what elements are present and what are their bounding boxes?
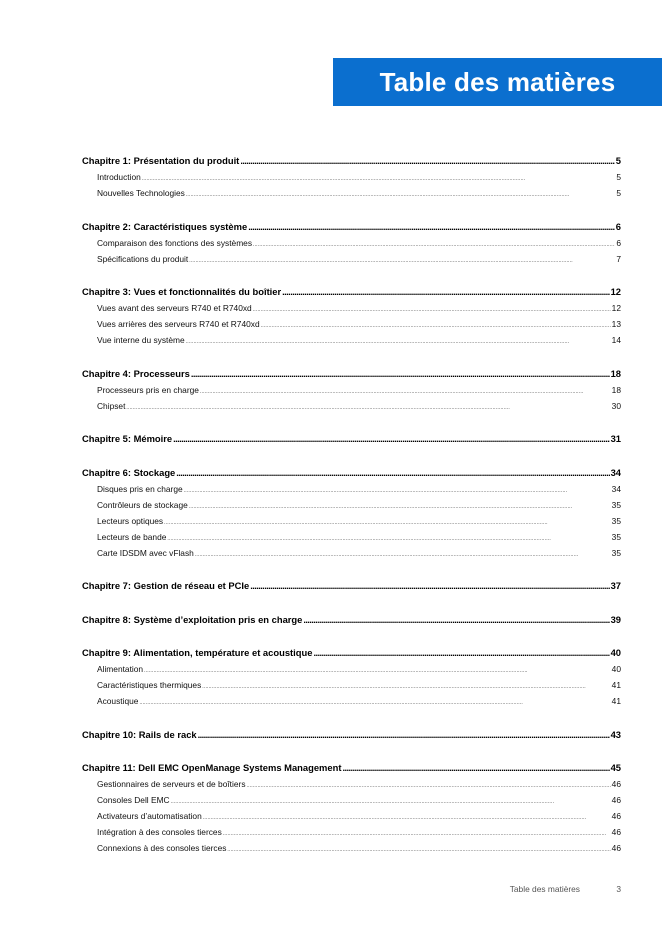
toc-section-entry[interactable] bbox=[82, 837, 621, 853]
dot-leader bbox=[342, 762, 609, 773]
toc-chapter-entry-page: 34 bbox=[610, 466, 621, 478]
dot-leader bbox=[186, 339, 611, 345]
toc-section-entry-page: 7 bbox=[616, 253, 621, 264]
toc-section-entry-title: Carte IDSDM avec vFlash bbox=[97, 547, 194, 558]
toc-chapter-entry-page: 43 bbox=[610, 728, 621, 740]
toc-section-entry[interactable] bbox=[82, 773, 621, 789]
toc-section-entry-page: 13 bbox=[611, 319, 621, 329]
toc-section-entry-title: Comparaison des fonctions des systèmes bbox=[97, 237, 253, 248]
toc-section-entry-title: Consoles Dell EMC bbox=[97, 795, 170, 805]
toc-section-entry[interactable] bbox=[82, 379, 621, 395]
toc-chapter-entry-title: Chapitre 10: Rails de rack bbox=[82, 728, 197, 740]
toc-section-entry-title: Activateurs d’automatisation bbox=[97, 811, 202, 821]
dot-leader bbox=[189, 258, 615, 264]
toc-section-entry-title: Vues arrières des serveurs R740 et R740xd bbox=[97, 319, 260, 329]
toc-section-entry-page: 35 bbox=[611, 499, 621, 510]
dot-leader bbox=[198, 729, 610, 740]
dot-leader bbox=[253, 307, 611, 313]
toc-chapter-entry-title: Chapitre 4: Processeurs bbox=[82, 367, 190, 379]
toc-chapter bbox=[82, 363, 621, 411]
toc-chapter-entry[interactable] bbox=[82, 462, 621, 478]
toc-section-entry-title: Vue interne du système bbox=[97, 335, 185, 345]
page-title-banner bbox=[333, 58, 662, 106]
toc-section-entry[interactable] bbox=[82, 232, 621, 248]
toc-section-entry[interactable] bbox=[82, 395, 621, 411]
toc-chapter bbox=[82, 281, 621, 345]
toc-chapter bbox=[82, 150, 621, 198]
toc-section-entry-page: 14 bbox=[611, 335, 621, 345]
toc-section-entry-title: Disques pris en charge bbox=[97, 483, 183, 494]
dot-leader bbox=[253, 242, 615, 248]
footer-section-title: Table des matières bbox=[509, 884, 580, 894]
dot-leader bbox=[144, 668, 611, 674]
toc-section-entry-page: 46 bbox=[611, 795, 621, 805]
toc-chapter-entry-page: 31 bbox=[610, 433, 621, 444]
toc-section-entry[interactable] bbox=[82, 821, 621, 837]
footer-page-number: 3 bbox=[616, 884, 621, 894]
page-footer bbox=[0, 884, 662, 898]
toc-section-entry[interactable] bbox=[82, 674, 621, 690]
toc-chapter bbox=[82, 724, 621, 740]
dot-leader bbox=[261, 323, 611, 329]
dot-leader bbox=[303, 614, 609, 625]
toc-section-entry[interactable] bbox=[82, 789, 621, 805]
toc-chapter bbox=[82, 642, 621, 706]
toc-chapter-entry-page: 18 bbox=[610, 367, 621, 379]
toc-section-entry-title: Alimentation bbox=[97, 664, 144, 674]
toc-chapter-entry[interactable] bbox=[82, 609, 621, 625]
toc-section-entry-title: Contrôleurs de stockage bbox=[97, 499, 188, 510]
toc-chapter-entry-title: Chapitre 8: Système d’exploitation pris en charge bbox=[82, 613, 303, 625]
dot-leader bbox=[202, 684, 610, 690]
page-title: Table des matières bbox=[379, 66, 616, 97]
toc-chapter-entry-title: Chapitre 7: Gestion de réseau et PCIe bbox=[82, 580, 250, 591]
dot-leader bbox=[248, 221, 615, 232]
toc-chapter-entry-page: 45 bbox=[610, 762, 621, 773]
toc-section-entry[interactable] bbox=[82, 690, 621, 706]
toc-chapter-entry-page: 40 bbox=[610, 647, 621, 658]
toc-section-entry[interactable] bbox=[82, 297, 621, 313]
toc-section-entry[interactable] bbox=[82, 166, 621, 182]
toc-chapter-entry-title: Chapitre 1: Présentation du produit bbox=[82, 155, 240, 166]
toc-section-entry[interactable] bbox=[82, 805, 621, 821]
dot-leader bbox=[240, 155, 614, 166]
dot-leader bbox=[167, 536, 610, 542]
toc-chapter-entry-title: Chapitre 2: Caractéristiques système bbox=[82, 220, 248, 232]
toc-section-entry-page: 46 bbox=[611, 843, 621, 853]
toc-chapter-entry-page: 5 bbox=[615, 155, 621, 166]
toc-chapter-entry-title: Chapitre 11: Dell EMC OpenManage Systems Management bbox=[82, 762, 342, 773]
toc-chapter-entry-title: Chapitre 5: Mémoire bbox=[82, 433, 173, 444]
toc-section-entry[interactable] bbox=[82, 526, 621, 542]
dot-leader bbox=[171, 799, 611, 805]
toc-section-entry-page: 46 bbox=[611, 811, 621, 821]
dot-leader bbox=[223, 831, 611, 837]
toc-section-entry-title: Chipset bbox=[97, 400, 126, 411]
toc-chapter-entry-title: Chapitre 6: Stockage bbox=[82, 466, 176, 478]
toc-section-entry[interactable] bbox=[82, 478, 621, 494]
toc-section-entry-title: Caractéristiques thermiques bbox=[97, 680, 202, 690]
toc-chapter-entry-title: Chapitre 9: Alimentation, température et acoustique bbox=[82, 647, 313, 658]
toc-section-entry-page: 46 bbox=[611, 827, 621, 837]
toc-section-entry-title: Lecteurs optiques bbox=[97, 515, 164, 526]
dot-leader bbox=[200, 389, 611, 395]
toc-chapter-entry[interactable] bbox=[82, 150, 621, 166]
toc-chapter bbox=[82, 609, 621, 625]
dot-leader bbox=[164, 520, 611, 526]
dot-leader bbox=[142, 176, 616, 182]
toc-chapter-entry-title: Chapitre 3: Vues et fonctionnalités du boîtier bbox=[82, 286, 282, 297]
toc-chapter bbox=[82, 428, 621, 444]
toc-section-entry-page: 34 bbox=[611, 483, 621, 494]
toc-chapter bbox=[82, 757, 621, 853]
toc-section-entry[interactable] bbox=[82, 182, 621, 198]
dot-leader bbox=[186, 192, 615, 198]
toc-chapter-entry[interactable] bbox=[82, 363, 621, 379]
dot-leader bbox=[176, 467, 609, 478]
toc-section-entry-page: 41 bbox=[611, 680, 621, 690]
toc-section-entry-page: 5 bbox=[616, 188, 621, 198]
dot-leader bbox=[247, 783, 611, 789]
dot-leader bbox=[184, 488, 611, 494]
toc-chapter bbox=[82, 462, 621, 558]
dot-leader bbox=[203, 815, 611, 821]
dot-leader bbox=[191, 368, 610, 379]
toc-section-entry-page: 35 bbox=[611, 515, 621, 526]
toc-section-entry-page: 40 bbox=[611, 664, 621, 674]
toc-section-entry[interactable] bbox=[82, 658, 621, 674]
toc-chapter-entry[interactable] bbox=[82, 428, 621, 444]
dot-leader bbox=[227, 847, 610, 853]
toc-section-entry-title: Introduction bbox=[97, 172, 141, 182]
toc-chapter-entry[interactable] bbox=[82, 281, 621, 297]
toc-chapter-entry-page: 12 bbox=[610, 286, 621, 297]
toc-section-entry-title: Nouvelles Technologies bbox=[97, 188, 185, 198]
dot-leader bbox=[195, 552, 611, 558]
toc-section-entry[interactable] bbox=[82, 510, 621, 526]
toc-section-entry-page: 41 bbox=[611, 696, 621, 706]
table-of-contents bbox=[82, 150, 621, 871]
toc-section-entry-page: 35 bbox=[611, 547, 621, 558]
toc-section-entry-title: Gestionnaires de serveurs et de boîtiers bbox=[97, 779, 246, 789]
toc-chapter bbox=[82, 216, 621, 264]
toc-section-entry-title: Lecteurs de bande bbox=[97, 531, 167, 542]
toc-section-entry-page: 35 bbox=[611, 531, 621, 542]
toc-chapter-entry[interactable] bbox=[82, 642, 621, 658]
toc-section-entry-title: Connexions à des consoles tierces bbox=[97, 843, 227, 853]
toc-section-entry-title: Spécifications du produit bbox=[97, 253, 189, 264]
toc-section-entry-title: Processeurs pris en charge bbox=[97, 384, 199, 395]
toc-chapter-entry[interactable] bbox=[82, 724, 621, 740]
dot-leader bbox=[250, 580, 609, 591]
toc-section-entry[interactable] bbox=[82, 313, 621, 329]
toc-section-entry-page: 5 bbox=[616, 172, 621, 182]
toc-section-entry-title: Intégration à des consoles tierces bbox=[97, 827, 222, 837]
toc-section-entry-page: 18 bbox=[611, 384, 621, 395]
toc-section-entry[interactable] bbox=[82, 542, 621, 558]
toc-chapter bbox=[82, 575, 621, 591]
toc-section-entry-title: Acoustique bbox=[97, 696, 139, 706]
toc-chapter-entry-page: 6 bbox=[615, 220, 621, 232]
toc-chapter-entry-page: 39 bbox=[610, 613, 621, 625]
toc-chapter-entry[interactable] bbox=[82, 757, 621, 773]
toc-section-entry-page: 46 bbox=[611, 779, 621, 789]
dot-leader bbox=[139, 700, 610, 706]
toc-section-entry-title: Vues avant des serveurs R740 et R740xd bbox=[97, 303, 252, 313]
toc-chapter-entry[interactable] bbox=[82, 216, 621, 232]
toc-section-entry[interactable] bbox=[82, 329, 621, 345]
toc-chapter-entry[interactable] bbox=[82, 575, 621, 591]
dot-leader bbox=[313, 647, 609, 658]
toc-section-entry[interactable] bbox=[82, 494, 621, 510]
dot-leader bbox=[126, 405, 610, 411]
toc-section-entry-page: 30 bbox=[611, 400, 621, 411]
toc-section-entry[interactable] bbox=[82, 248, 621, 264]
dot-leader bbox=[173, 433, 609, 444]
toc-section-entry-page: 6 bbox=[616, 237, 621, 248]
toc-section-entry-page: 12 bbox=[611, 303, 621, 313]
toc-chapter-entry-page: 37 bbox=[610, 580, 621, 591]
dot-leader bbox=[282, 286, 609, 297]
dot-leader bbox=[189, 504, 611, 510]
